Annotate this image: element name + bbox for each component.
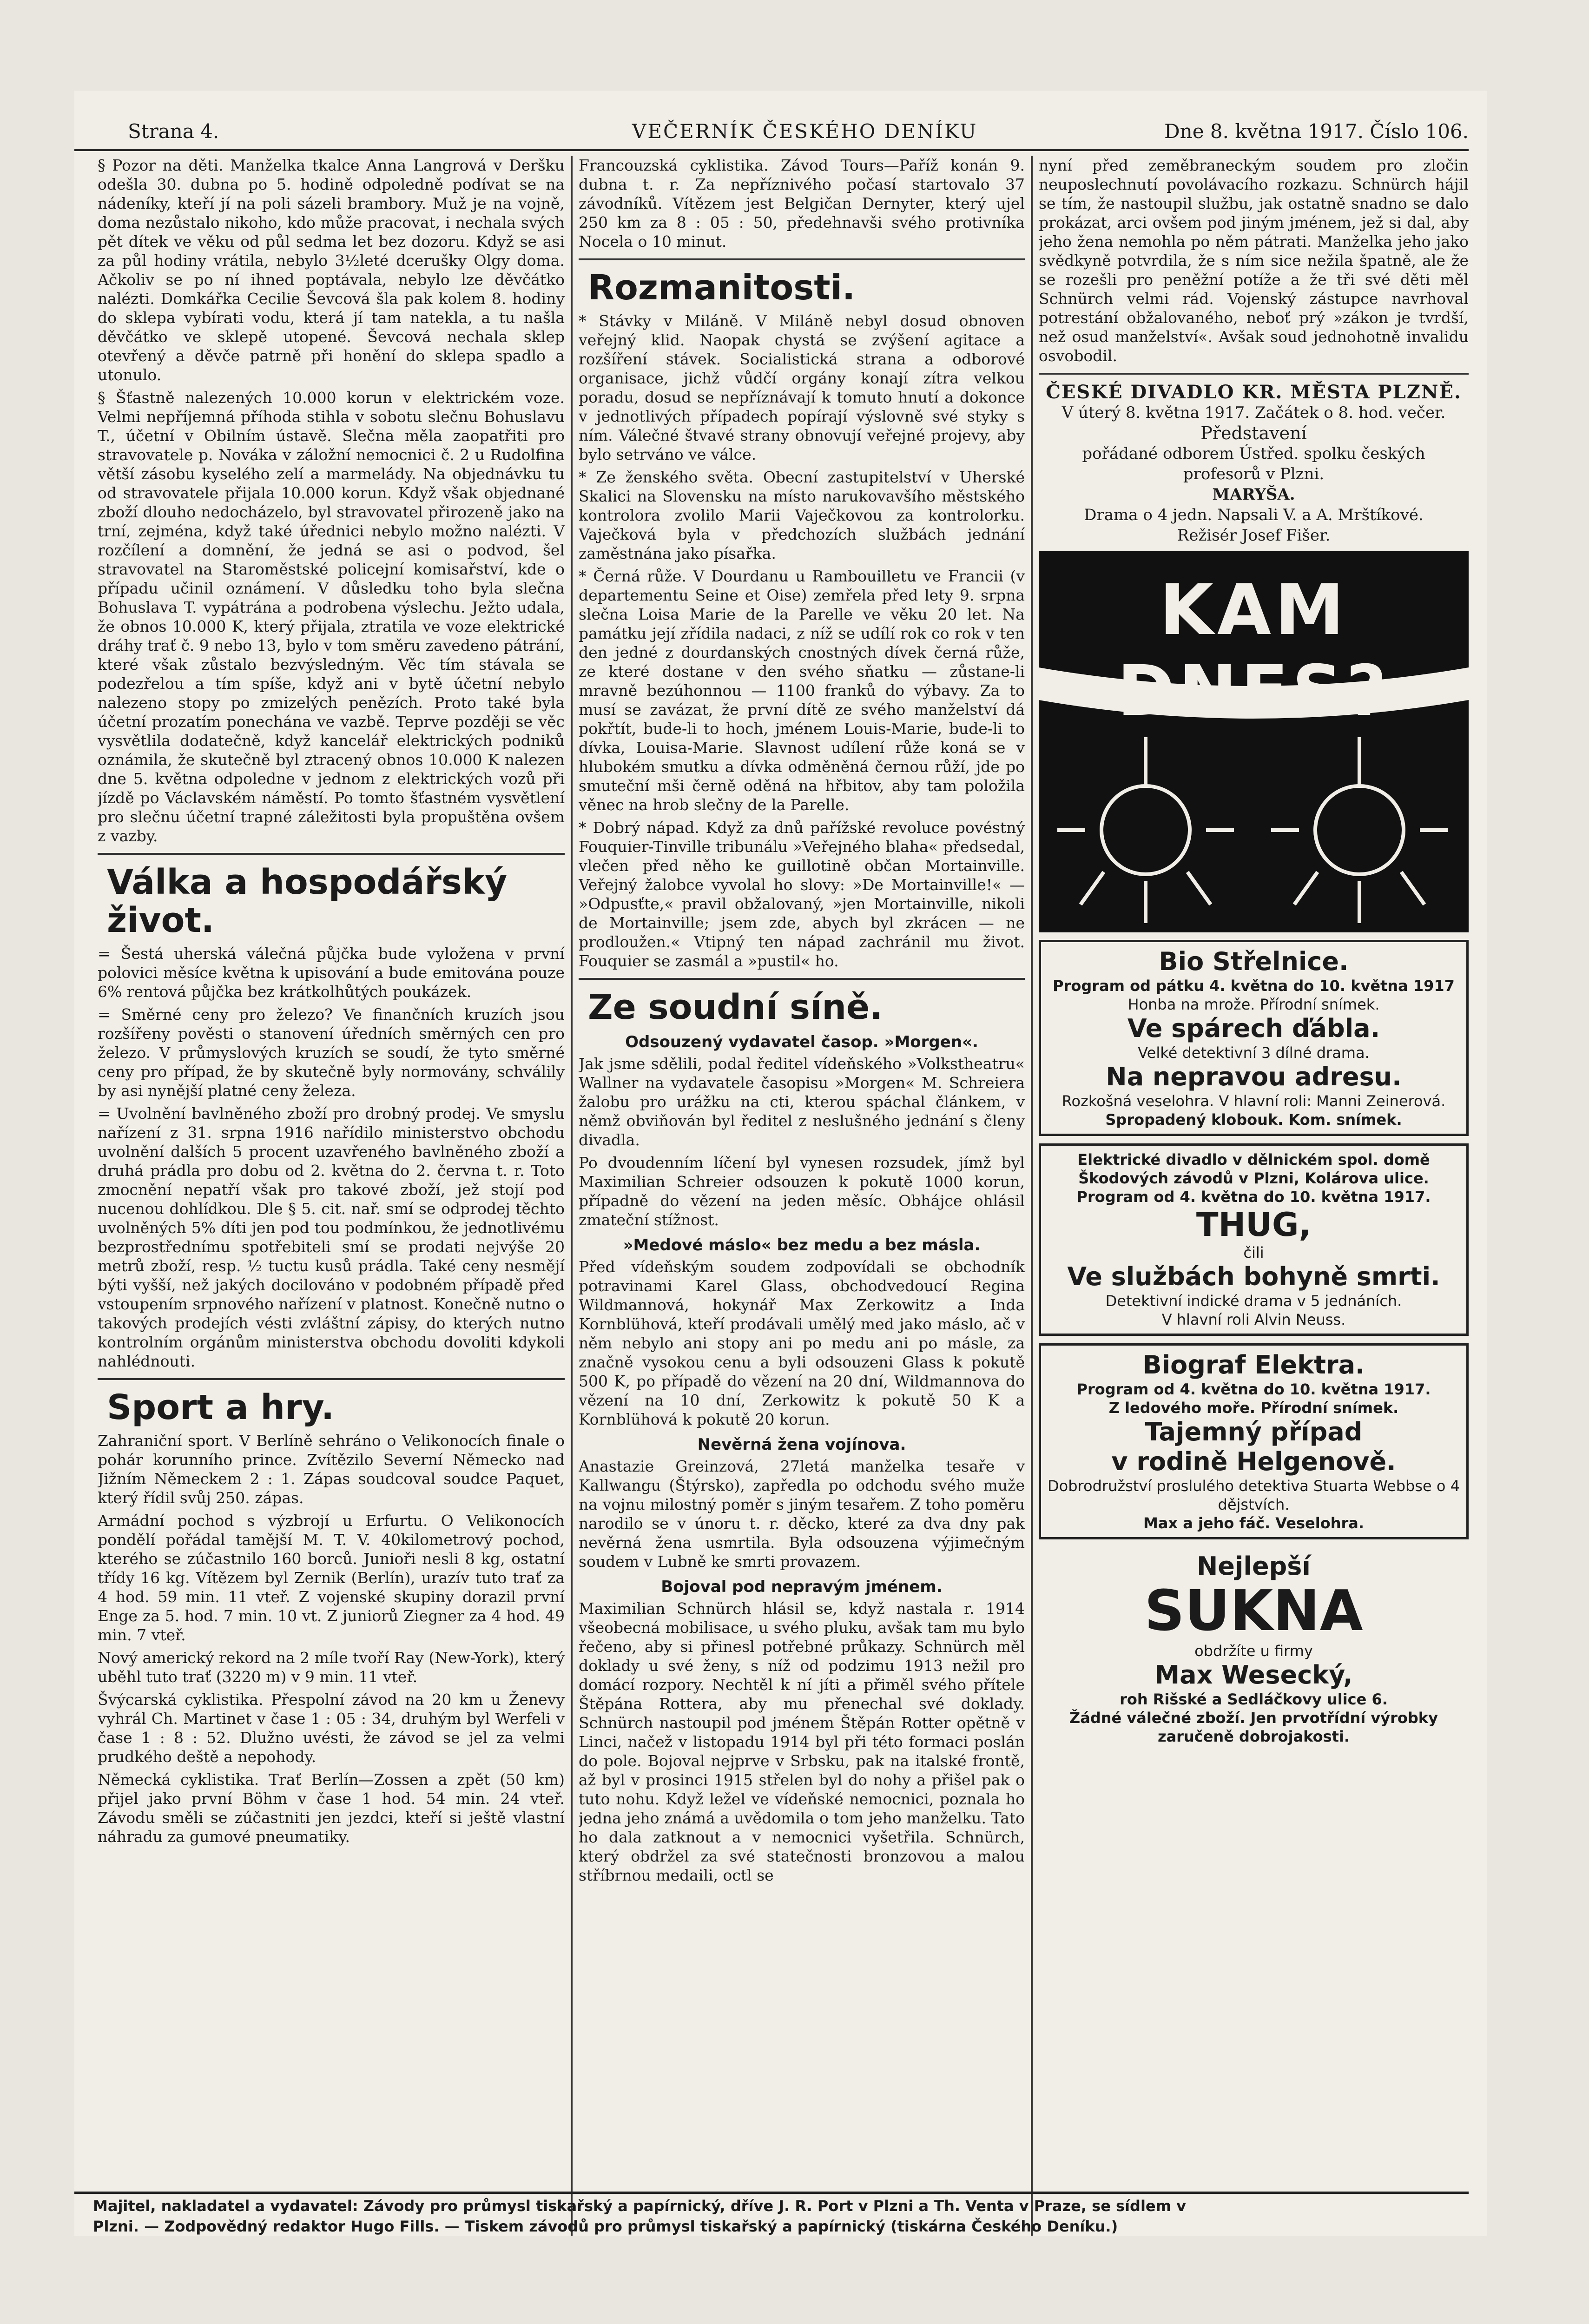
- ad-line: Honba na mrože. Přírodní snímek.: [1127, 996, 1380, 1013]
- ad-elektricke-divadlo: [1039, 1143, 1469, 1336]
- ad-feature: v rodině Helgenově.: [1111, 1447, 1396, 1476]
- article-bavlnene-zbozi: = Uvolnění bavlněného zboží pro drobný prodej. Ve smyslu nařízení z 31. srpna 1916 nařídilo ministerstvo obchodu uvolnění dalších 5 procent uzavřeného bavlněného zboží a druhá prádla pro dobu od 2. května do 2. června t. r. Toto zmocnění nepatří však pro takové zboží, jež stojí pod nucenou dohlídkou. Dle § 5. cit. nař. smí se odprodej těchto uvolněných 5% díti jen pod tou podmínkou, že jednotlivému bezprostřednímu spotřebiteli smí se prodati nejvýše 20 metrů zboží, resp. ½ tuctu kusů prádla. Také ceny nesmějí býti vyšší, než jakých docilováno v podobném případě před vstoupením srpnového nařízení v platnost. Konečně nutno o takových prodejích vésti zvláštní zápisy, do kterých nutno kontrolním orgánům ministerstva obchodu dovoliti kdykoli nahlédnouti.: [98, 1104, 565, 1370]
- ad-firm: Max Wesecký,: [1154, 1660, 1353, 1690]
- ad-bio-strelnice: [1039, 940, 1469, 1136]
- ad-line: Detektivní indické drama v 5 jednáních.: [1105, 1292, 1402, 1310]
- kam-dnes-title: KAM DNES?: [1117, 570, 1391, 732]
- ad-line: Max a jeho fáč. Veselohra.: [1143, 1514, 1365, 1532]
- ad-sukna: [1039, 1547, 1469, 1750]
- ad-feature: THUG,: [1196, 1206, 1312, 1244]
- ad-line: Velké detektivní 3 dílné drama.: [1138, 1044, 1370, 1062]
- divider: [579, 978, 1025, 980]
- article-paragraph: Před vídeňským soudem zodpovídali se obchodník potravinami Karel Glass, obchodvedoucí Regina Wildmannová, hokynář Max Zerkowitz a Inda Kornblühová, kteří prodávali umělý med jako máslo, ač v něm nebylo ani stopy ani po medu ani po másle, za značně vysokou cenu a byli odsouzeni Glass k pokutě 500 K, po případě do vězení na 20 dní, Wildmannova do vězení na 10 dní, Zerkowitz k pokutě 50 K a Kornblühová k pokutě 20 korun.: [579, 1258, 1025, 1428]
- ad-feature: Na nepravou adresu.: [1106, 1062, 1402, 1091]
- ad-feature: Ve službách bohyně smrti.: [1067, 1262, 1440, 1291]
- article-sport: Zahraniční sport. V Berlíně sehráno o Velikonocích finale o pohár korunního prince. Zvítězilo Severní Německo nad Jižním Německem 2 : 1. Zápas soudcoval soudce Paquet, který řídil svůj 250. zápas.: [98, 1432, 565, 1507]
- ad-address: roh Rišské a Sedláčkovy ulice 6.: [1120, 1690, 1388, 1708]
- ad-line: Z ledového moře. Přírodní snímek.: [1108, 1399, 1399, 1417]
- theatre-announcement: [1039, 382, 1469, 546]
- column-1: [98, 156, 565, 2236]
- article-paragraph: Jak jsme sdělili, podal ředitel vídeňského »Volkstheatru« Wallner na vydavatele časopisu »Morgen« M. Schreiera žalobu pro urážku na cti, kterou spáchal článkem, v němž obviňován byl ředitel z neslušného jednání s členy divadla.: [579, 1055, 1025, 1149]
- masthead: VEČERNÍK ČESKÉHO DENÍKU: [632, 120, 978, 143]
- article-heading: Odsouzený vydavatel časop. »Morgen«.: [625, 1033, 978, 1051]
- theatre-play: MARYŠA.: [1212, 485, 1295, 504]
- article-heading: Bojoval pod nepravým jménem.: [661, 1578, 943, 1596]
- article-valecna-pujcka: = Šestá uherská válečná půjčka bude vyložena v první polovici měsíce května k upisování a bude emitována pouze 6% rentová půjčka bez krátkolhůtých poukázek.: [98, 944, 565, 1001]
- ad-line: čili: [1243, 1244, 1264, 1261]
- article-sport: Armádní pochod s výzbrojí u Erfurtu. O Velikonocích pondělí pořádal tamější M. T. V. 40kilometrový pochod, kterého se zúčastnilo 160 borců. Junioři nesli 8 kg, ostatní třídy 16 kg. Vítězem byl Zernik (Berlín), urazív tuto trať za 4 hod. 59 min. 11 vteř. Z vojenské skupiny dorazil první Enge za 5. hod. 7 min. 10 vt. Z juniorů Ziegner za 4 hod. 49 min. 7 vteř.: [98, 1512, 565, 1644]
- theatre-line: Představení: [1200, 423, 1307, 443]
- theatre-when: V úterý 8. května 1917. Začátek o 8. hod. večer.: [1062, 403, 1446, 422]
- ad-title: Elektrické divadlo v dělnickém spol. domě Škodových závodů v Plzni, Kolárova ulice.: [1077, 1151, 1430, 1187]
- footer-line: Plzni. — Zodpovědný redaktor Hugo Fills. — Tiskem závodů pro průmysl tiskařský a papírnický (tiskárna Českého Deníku.): [93, 2218, 1118, 2235]
- footer-line: Majitel, nakladatel a vydavatel: Závody pro průmysl tiskařský a papírnický, dříve J. R. Port v Plzni a Th. Venta v Praze, se sídlem v: [93, 2197, 1186, 2215]
- article-paragraph: Anastazie Greinzová, 27letá manželka tesaře v Kallwangu (Štýrsko), zapředla po odchodu svého muže na vojnu milostný poměr s jiným tesařem. Z toho poměru narodilo se v únoru t. r. děcko, které za dva dny pak nevěrná žena usmrtila. Byla odsouzena výjimečným soudem v Lubně ke smrti provazem.: [579, 1457, 1025, 1571]
- article-sport: Německá cyklistika. Trať Berlín—Zossen a zpět (50 km) přijel jako první Böhm v čase 1 hod. 54 min. 24 vteř. Závodu směli se zúčastniti jen jezdci, kteří si ještě vlastní náhradu za gumové pneumatiky.: [98, 1770, 565, 1846]
- divider: [579, 258, 1025, 260]
- ad-program: Program od pátku 4. května do 10. května 1917: [1053, 977, 1455, 995]
- article-ceny-zeleza: = Směrné ceny pro železo? Ve finančních kruzích jsou rozšířeny pověsti o stanovení úředních směrných cen pro železo. V průmyslových kruzích se soudí, že tyto směrné ceny pro případ, že by skutečně byly normovány, schválily by asi nynější platné ceny železa.: [98, 1005, 565, 1100]
- ad-feature: Tajemný případ: [1145, 1417, 1363, 1446]
- divider: [1039, 373, 1469, 375]
- article-heading: Nevěrná žena vojínova.: [697, 1435, 906, 1454]
- article-paragraph: Po dvoudenním líčení byl vynesen rozsudek, jímž byl Maximilian Schreier odsouzen k pokutě 1000 korun, případně do vězení na jeden měsíc. Obhájce ohlásil zmateční stížnost.: [579, 1154, 1025, 1229]
- article-rozmanitosti: * Ze ženského světa. Obecní zastupitelství v Uherské Skalici na Slovensku na místo narukovavšího městského kontrolora zvolilo Marii Vaječkovou za kontrolorku. Vaječková byla v předchozích službách jednání zaměstnána jako písařka.: [579, 468, 1025, 562]
- ad-title: Bio Střelnice.: [1159, 947, 1349, 976]
- column-rule: [571, 156, 573, 2236]
- article-cyklistika: Francouzská cyklistika. Závod Tours—Paříž konán 9. dubna t. r. Za nepříznivého počasí startovalo 37 závodníků. Vítězem jest Belgičan Dernyter, který ujel 250 km za 8 : 05 : 50, předehnavši svého protivníka Nocela o 10 minut.: [579, 156, 1025, 251]
- article-sport: Nový americký rekord na 2 míle tvoří Ray (New-York), který uběhl tuto trať (3220 m) v 9 min. 11 vteř.: [98, 1649, 565, 1686]
- ad-title: Biograf Elektra.: [1142, 1350, 1365, 1380]
- theatre-line: profesorů v Plzni.: [1183, 465, 1325, 483]
- article-paragraph: Maximilian Schnürch hlásil se, když nastala r. 1914 všeobecná mobilisace, u svého pluku, avšak tam mu bylo řečeno, aby si přinesl potřebné průkazy. Schnürch měl doklady u své ženy, s níž od podzimu 1913 nežil pro domácí rozpory. Nechtěl k ní jíti a přiměl svého přítele Štěpána Rottera, aby mu přenechal své doklady. Schnürch nastoupil pod jménem Štěpán Rotter opětně v Linci, načež v listopadu 1914 byl při této formaci poslán do pole. Bojoval nejprve v Srbsku, pak na italské frontě, až byl v prosinci 1915 střelen byl do nohy a přišel pak o tuto nohu. Když ležel ve vídeňské nemocnici, poznala ho jedna jeho známá a uvědomila o tom jeho manželku. Tato ho dala zatknout a v nemocnici vyšetřila. Schnürch, který obdržel za své statečnosti bronzovou a malou stříbrnou medaili, octl se: [579, 1599, 1025, 1884]
- newspaper-page: [74, 91, 1487, 2236]
- section-title-valka: Válka a hospodářský život.: [107, 862, 508, 940]
- section-title-rozmanitosti: Rozmanitosti.: [588, 268, 856, 308]
- issue-date: Dne 8. května 1917. Číslo 106.: [1164, 120, 1469, 143]
- section-title-soud: Ze soudní síně.: [588, 987, 883, 1027]
- kam-dnes-banner: [1039, 551, 1469, 932]
- ad-program: Program od 4. května do 10. května 1917.: [1076, 1188, 1431, 1206]
- divider: [98, 853, 565, 855]
- ad-feature: Ve spárech ďábla.: [1127, 1014, 1380, 1043]
- article-rozmanitosti: * Černá růže. V Dourdanu u Rambouilletu ve Francii (v departementu Seine et Oise) zemřela před lety 9. srpna slečna Loisa Marie de la Parelle ve věku 20 let. Na památku její zřídila nadaci, z níž se udílí rok co rok v ten den jedné z dourdanských cnostných dívek černá růže, ze které dostane v den svého sňatku — zůstane-li mravně bezúhonnou — 1100 franků do výbavy. Za to musí se zavázat, že první dítě ze svého manželství dá pokřtít, bude-li to hoch, jménem Louis-Marie, bude-li to dívka, Louisa-Marie. Slavnost udílení růže koná se v hlubokém smutku a dívka odměněná černou růží, jde po smuteční mši černě oděná na hřbitov, aby tam položila věnec na hrob slečny de la Parelle.: [579, 567, 1025, 814]
- ad-line: Spropadený klobouk. Kom. snímek.: [1105, 1111, 1402, 1129]
- page-number: Strana 4.: [128, 120, 219, 143]
- ad-line: Dobrodružství proslulého detektiva Stuarta Webbse o 4 dějstvích.: [1048, 1477, 1460, 1513]
- page-header: [74, 112, 1469, 151]
- section-title-sport: Sport a hry.: [107, 1387, 335, 1427]
- ad-line: V hlavní roli Alvin Neuss.: [1161, 1311, 1346, 1328]
- ad-feature: SUKNA: [1144, 1579, 1363, 1644]
- ad-biograf-elektra: [1039, 1343, 1469, 1539]
- page-footer: [74, 2192, 1469, 2236]
- theatre-line: pořádané odborem Ústřed. spolku českých: [1082, 444, 1425, 463]
- article-nalezene-koruny: § Šťastně nalezených 10.000 korun v elektrickém voze. Velmi nepříjemná příhoda stihla v sobotu slečnu Bohuslavu T., účetní v Obilním ústavě. Slečna měla zaopatřiti pro stravovatele p. Nováka v záložní nemocnici č. 2 u Rudolfina větší zásobu kyselého zelí a marmelády. Na objednávku tu od stravovatele přijala 10.000 korun. Když však objednané zboží dlouho nedocházelo, byl stravovatel přirozeně jako na trní, zejména, když také úřednici nebylo možno nalézti. V rozčílení a domnění, že jedná se asi o podvod, šel stravovatel na Staroměstské policejní komisařství, kde o případu učinil oznámení. V důsledku toho byla slečna Bohuslava T. vypátrána a podrobena výslechu. Ježto udala, že obnos 10.000 K, který přijala, ztratila ve voze elektrické dráhy trať č. 9 nebo 13, bylo v tom směru zavedeno pátrání, které však zůstalo bezvýsledným. Věc tím stávala se podezřelou a tím spíše, když ani v bytě účetní nebylo nalezeno stopy po zmizelých penězích. Proto také byla účetní prozatím ponechána ve vazbě. Teprve později se věc vysvětlila dodatečně, když kancelář elektrických podniků oznámila, že skutečně byl ztracený obnos 10.000 K nalezen dne 5. května odpoledne v jednom z elektrických vozů při jízdě po Václavském náměstí. Po tomto šťastném vysvětlení pro slečnu účetní trapné záležitosti byla propuštěna ovšem z vazby.: [98, 389, 565, 845]
- article-rozmanitosti: * Dobrý nápad. Když za dnů pařížské revoluce povéstný Fouquier-Tinville tribunálu »Veřejného blaha« předsedal, vlečen před něho ke guillotině občan Mortainville. Veřejný žalobce vyvolal ho slovy: »De Mortainville!« — »Odpusťte,« pravil obžalovaný, »jen Mortainville, nikoli de Mortainville; jsem zde, abych byl zkrácen — ne prodloužen.« Vtipný ten nápad zachránil mu život. Fouquier se zasmál a »pustil« ho.: [579, 819, 1025, 970]
- ad-line: Nejlepší: [1197, 1552, 1311, 1581]
- column-3: [1039, 156, 1469, 2236]
- ad-line: Žádné válečné zboží. Jen prvotřídní výrobky zaručeně dobrojakosti.: [1069, 1709, 1438, 1745]
- article-pozor-na-deti: § Pozor na děti. Manželka tkalce Anna Langrová v Deršku odešla 30. dubna po 5. hodině odpoledně podívat se na nádeníky, kteří jí na poli sázeli brambory. Muž je na vojně, doma nezůstalo nikoho, kdo může pracovat, i nechala svých pět dítek ve věku od půl sedma let bez dozoru. Když se asi za půl hodiny vrátila, nebylo 3½leté dcerušky Olgy doma. Ačkoliv se po ní ihned poptávala, nebylo lze děvčátko nalézti. Domkářka Cecilie Ševcová šla pak kolem 8. hodiny do sklepa vybírati vodu, která jí tam natekla, a tu našla děvčátko ve sklepě utopené. Ševcová nechala sklep otevřený a děvče patrně při honění do sklepa spadlo a utonulo.: [98, 156, 565, 384]
- ad-line: obdržíte u firmy: [1194, 1642, 1313, 1660]
- divider: [98, 1378, 565, 1380]
- theatre-play-info: Drama o 4 jedn. Napsali V. a A. Mrštíkové.: [1084, 506, 1424, 524]
- column-2: [579, 156, 1025, 2236]
- ad-program: Program od 4. května do 10. května 1917.: [1076, 1380, 1431, 1398]
- theatre-title: ČESKÉ DIVADLO KR. MĚSTA PLZNĚ.: [1046, 381, 1462, 403]
- article-sport: Švýcarská cyklistika. Přespolní závod na 20 km u Ženevy vyhrál Ch. Martinet v čase 1 : 05 : 34, druhým byl Werfeli v čase 1 : 8 : 52. Dlužno uvésti, že závod se jel za velmi prudkého deště a nepohody.: [98, 1690, 565, 1766]
- article-heading: »Medové máslo« bez medu a bez másla.: [623, 1236, 981, 1254]
- article-rozmanitosti: * Stávky v Miláně. V Miláně nebyl dosud obnoven veřejný klid. Naopak chystá se zvýšení agitace a rozšíření stávek. Socialistická strana a odborové organisace, jichž vůdčí orgány konají zítra velkou poradu, dosud se nepříznávají k tomuto hnutí a dokonce v jednotlivých případech popírají výslovně své styky s ním. Válečné štvavé strany obnovují veřejné projevy, aby bylo setrváno ve válce.: [579, 312, 1025, 463]
- article-continuation: nyní před zeměbraneckým soudem pro zločin neuposlechnutí povolávacího rozkazu. Schnürch hájil se tím, že nastoupil službu, jak ostatně snadno se dalo prokázat, arci ovšem pod jiným jménem, jež si dal, aby jeho žena nemohla po něm pátrati. Manželka jeho jako svědkyně potvrdila, že s ním sice nežila špatně, ale že se rozešli pro peněžní potíže a že tři své děti měl Schnürch velmi rád. Vojenský zástupce navrhoval potrestání obžalovaného, neboť prý »zákon je tvrdší, než osud manželství«. Avšak soud jednohotně invalidu osvobodil.: [1039, 156, 1469, 365]
- theatre-director: Režisér Josef Fišer.: [1177, 526, 1331, 545]
- ad-line: Rozkošná veselohra. V hlavní roli: Manni Zeinerová.: [1062, 1092, 1446, 1110]
- column-rule: [1031, 156, 1033, 2236]
